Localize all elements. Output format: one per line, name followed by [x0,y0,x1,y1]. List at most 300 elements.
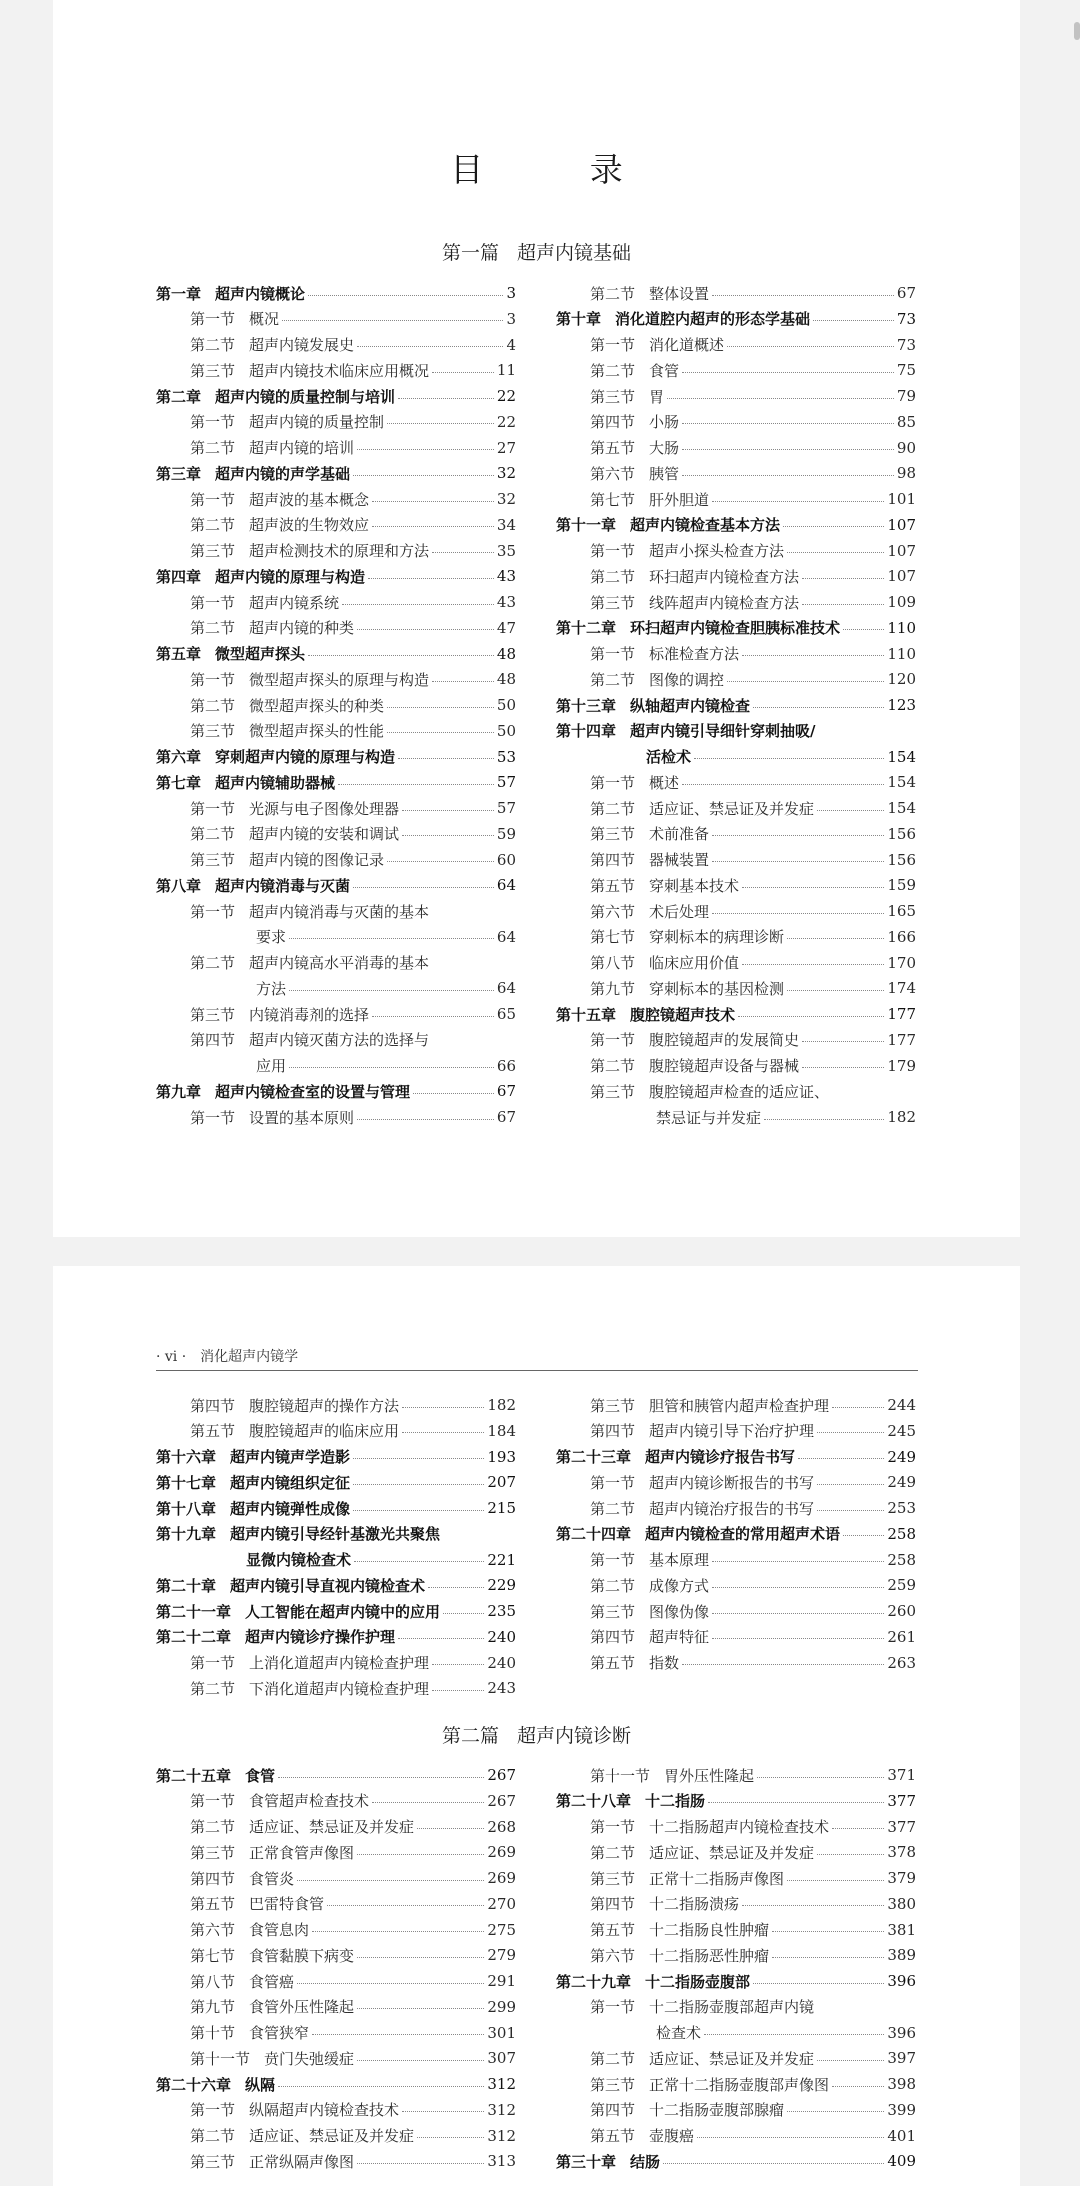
dot-leader [682,449,894,450]
entry-title: 人工智能在超声内镜中的应用 [245,1602,441,1621]
dot-leader [694,758,884,759]
entry-number: 第三节 [590,387,636,406]
entry-label [556,720,816,741]
dot-leader [817,1484,884,1485]
page-number: 396 [887,1972,916,1990]
toc-chapter-entry [156,281,516,305]
entry-label [590,875,739,896]
entry-label [590,1919,769,1940]
entry-title: 超声内镜声学造影 [230,1448,351,1466]
page-number: 50 [496,696,516,714]
entry-label [190,823,399,844]
page-number: 182 [887,1108,916,1126]
entry-label [590,1765,754,1786]
entry-title: 超声内镜系统 [249,593,340,612]
entry-title: 腹腔镜超声的发展简史 [649,1031,800,1050]
toc-section-entry [156,590,516,614]
toc-chapter-entry [556,1789,916,1813]
dot-leader [787,552,884,553]
entry-label [190,2022,309,2043]
page-number: 59 [496,824,516,843]
dot-leader [357,2008,484,2009]
dot-leader [398,1638,484,1639]
entry-number: 第十一节 [190,2049,251,2068]
toc-section-entry [556,1918,916,1942]
entry-title: 消化道概述 [649,336,725,354]
page-number: 67 [496,1108,516,1126]
dot-leader [387,732,494,733]
entry-title: 食管外压性隆起 [249,1998,355,2017]
toc-section-entry [556,461,916,485]
entry-label [646,746,691,767]
dot-leader [802,578,884,579]
toc-section-entry [556,1599,916,1623]
entry-label [190,1004,369,1025]
entry-title: 设置的基本原则 [249,1108,355,1127]
entry-number: 第一节 [190,593,236,612]
dot-leader [357,1119,494,1120]
entry-number: 第一节 [190,490,236,509]
dot-leader [753,1983,884,1984]
entry-number: 第一节 [190,1108,236,1127]
page-number: 193 [487,1447,516,1466]
entry-label [590,334,724,355]
toc-chapter-entry [156,1445,516,1469]
page-number: 261 [887,1627,916,1646]
entry-label [590,1601,709,1622]
entry-number: 第五节 [190,1422,236,1441]
page-number: 409 [887,2152,916,2171]
dot-leader [738,1016,884,1017]
part-heading-1 [53,238,1020,265]
entry-number: 第二节 [590,1057,636,1075]
toc-section-entry [156,1105,516,1129]
page-number: 381 [887,1920,916,1939]
page-number: 3 [506,284,516,302]
entry-title: 胃外压性隆起 [664,1766,755,1785]
entry-number: 第八章 [156,876,202,895]
page-number: 67 [496,1082,516,1101]
entry-number: 第四节 [190,1869,236,1888]
toc-section-entry [156,2149,516,2173]
toc-section-entry [556,2124,916,2148]
entry-number: 第二节 [190,439,236,457]
dot-leader [764,1119,884,1120]
dot-leader [753,707,884,708]
entry-label [156,875,350,896]
dot-leader [368,578,494,579]
toc-section-entry [556,1028,916,1052]
entry-title: 超声内镜检查的常用超声术语 [645,1525,841,1544]
page-number: 27 [496,438,516,457]
dot-leader [372,1016,494,1017]
entry-label [590,1816,829,1837]
dot-leader [372,1802,484,1803]
page-number: 229 [487,1576,516,1595]
dot-leader [832,1407,884,1408]
page-number: 258 [887,1524,916,1543]
entry-label [156,1601,440,1622]
entry-number: 第十三章 [556,696,617,715]
toc-section-entry [156,436,516,460]
entry-title: 十二指肠良性肿瘤 [649,1921,770,1939]
entry-number: 第二节 [590,1843,636,1862]
toc-entry-continuation [156,976,516,1000]
page-number: 269 [487,1843,516,1862]
page-number: 249 [887,1447,916,1466]
page-number: 312 [487,2075,516,2093]
entry-label [156,1472,350,1493]
toc-chapter-entry [156,384,516,408]
toc-section-entry [156,1676,516,1700]
toc-chapter-entry [156,1496,516,1520]
page-number: 215 [487,1499,516,1517]
toc-entry-continuation [156,1054,516,1078]
entry-label [190,360,429,381]
dot-leader [667,398,894,399]
entry-title: 正常十二指肠壶腹部声像图 [649,2075,830,2094]
dot-leader [682,423,894,424]
part-number: 第二篇 [441,1725,499,1747]
entry-label [590,489,709,510]
entry-title: 成像方式 [649,1576,710,1595]
toc-section-entry [156,1028,516,1052]
page-number: 66 [496,1056,516,1075]
entry-number: 第二十章 [156,1576,217,1595]
entry-title: 基本原理 [649,1551,710,1569]
entry-label [190,669,429,690]
page-number: 75 [896,361,916,380]
page-number: 53 [496,747,516,766]
dot-leader [354,1561,484,1562]
entry-number: 第九节 [590,979,636,998]
dot-leader [402,2111,484,2112]
entry-label [190,1945,354,1966]
entry-label [156,386,395,407]
page-number: 179 [887,1056,916,1075]
page-number: 291 [487,1972,516,1990]
dot-leader [402,1407,484,1408]
entry-label [156,1765,275,1786]
entry-number: 第一节 [190,670,236,689]
entry-title: 超声内镜引导经针基激光共聚焦 [230,1525,441,1544]
dot-leader [712,835,884,836]
page-number: 221 [487,1550,516,1569]
page-number: 371 [887,1766,916,1784]
dot-leader [372,501,494,502]
dot-leader [742,1905,884,1906]
page-number: 67 [896,284,916,302]
entry-number: 第三节 [590,2075,636,2094]
entry-title: 整体设置 [649,284,710,303]
entry-title: 微型超声探头的种类 [249,696,385,715]
entry-title: 腹腔镜超声检查的适应证、 [649,1082,830,1101]
entry-number: 第二节 [590,1576,636,1595]
entry-number: 第五节 [590,876,636,895]
entry-number: 第一节 [190,902,236,921]
dot-leader [443,1613,484,1614]
page-number: 110 [887,618,916,637]
dot-leader [813,320,894,321]
toc-section-entry [556,539,916,563]
toc-chapter-entry [156,1079,516,1103]
entry-label [590,669,724,690]
toc-section-entry [556,1054,916,1078]
entry-label [156,1081,410,1102]
page-number: 279 [487,1946,516,1965]
page-number: 397 [887,2049,916,2068]
entry-label [556,308,810,329]
entry-number: 第三章 [156,464,202,483]
entry-number: 第九章 [156,1082,202,1101]
dot-leader [817,2060,884,2061]
entry-label [256,926,286,947]
entry-label [590,2099,784,2120]
entry-title: 适应证、禁忌证及并发症 [649,799,815,818]
dot-leader [297,1880,484,1881]
dot-leader [712,861,884,862]
page-number: 32 [496,464,516,483]
entry-number: 第七章 [156,773,202,792]
entry-label [190,695,384,716]
entry-number: 第七节 [590,928,636,947]
entry-label [190,798,399,819]
entry-label [190,901,429,922]
toc-entry-continuation [556,1105,916,1129]
entry-label [590,643,739,664]
page-number: 73 [896,335,916,354]
entry-label [590,592,799,613]
page-number: 263 [887,1653,916,1672]
entry-title: 术前准备 [649,825,710,844]
entry-label [590,437,679,458]
entry-number: 第二节 [190,1818,236,1836]
entry-label [190,514,369,535]
entry-title: 胰管 [649,464,680,483]
dot-leader [357,1957,484,1958]
toc-section-entry [156,333,516,357]
page-number: 275 [487,1920,516,1939]
entry-label [590,1029,799,1050]
entry-label [190,1029,429,1050]
page-number: 65 [496,1005,516,1023]
page-number: 156 [887,850,916,869]
toc-section-entry [556,1548,916,1572]
entry-title: 标准检查方法 [649,645,740,663]
entry-title: 超声内镜高水平消毒的基本 [249,954,430,972]
entry-title: 胃 [649,387,665,406]
toc-section-entry [156,1866,516,1890]
entry-number: 第三节 [590,1602,636,1621]
entry-label [556,617,840,638]
entry-title: 光源与电子图像处理器 [249,799,400,818]
toc-section-entry [556,1892,916,1916]
dot-leader [682,1664,884,1665]
dot-leader [357,629,494,630]
entry-title: 图像的调控 [649,670,725,689]
entry-title: 超声检测技术的原理和方法 [249,542,430,560]
entry-label [190,411,384,432]
entry-label [190,2099,399,2120]
entry-title: 超声内镜消毒与灭菌的基本 [249,902,430,921]
entry-title: 超声内镜诊疗报告书写 [645,1448,796,1466]
toc-section-entry [556,976,916,1000]
toc-section-entry [556,951,916,975]
entry-label [190,720,384,741]
dot-leader [832,1828,884,1829]
entry-label [590,2048,814,2069]
entry-number: 第二节 [590,2049,636,2068]
page-number: 269 [487,1869,516,1887]
entry-title: 正常十二指肠声像图 [649,1869,785,1888]
entry-title: 超声内镜治疗报告的书写 [649,1499,815,1518]
entry-number: 第六章 [156,748,202,766]
entry-number: 第四节 [190,1031,236,1050]
dot-leader [432,1690,484,1691]
dot-leader [682,475,894,476]
page-number: 154 [887,773,916,792]
entry-label [190,1678,429,1699]
toc-section-entry [556,410,916,434]
page-number: 258 [887,1550,916,1569]
entry-label [190,1996,354,2017]
entry-title: 正常纵隔声像图 [249,2152,355,2171]
toc-entry-continuation [156,1548,516,1572]
toc-section-entry [556,1079,916,1103]
entry-number: 第六节 [590,1946,636,1965]
dot-leader [357,346,503,347]
entry-title: 应用 [256,1057,287,1075]
toc-chapter-entry [156,1470,516,1494]
entry-label [656,2022,701,2043]
entry-title: 超声内镜发展史 [249,336,355,354]
dot-leader [802,1067,884,1068]
dot-leader [308,295,503,296]
entry-number: 第三节 [190,542,236,560]
dot-leader [843,629,884,630]
dot-leader [742,887,884,888]
entry-number: 第三节 [190,361,236,380]
toc-section-entry [556,1840,916,1864]
dot-leader [432,681,494,682]
entry-number: 第四节 [590,2101,636,2120]
part-heading-2 [53,1721,1020,1748]
entry-label [156,1446,350,1467]
page-number: 43 [496,593,516,611]
toc-section-entry [556,384,916,408]
entry-label [190,849,384,870]
toc-section-entry [156,667,516,691]
entry-number: 第三节 [190,2152,236,2171]
toc-section-entry [556,1625,916,1649]
dot-leader [757,1777,884,1778]
entry-number: 第二十六章 [156,2075,232,2094]
entry-title: 器械装置 [649,851,710,869]
entry-number: 第五节 [590,2127,636,2145]
entry-label [590,849,709,870]
entry-title: 超声内镜诊断报告的书写 [649,1473,815,1492]
entry-number: 第一节 [590,1031,636,1050]
entry-title: 食管息肉 [249,1921,310,1939]
entry-label [156,463,350,484]
page-number: 267 [487,1766,516,1784]
page-number: 32 [496,490,516,508]
scrollbar-thumb[interactable] [1074,22,1080,40]
entry-label [556,1004,735,1025]
toc-chapter-entry [156,461,516,485]
toc-section-entry [556,564,916,588]
entry-label [190,1919,309,1940]
entry-title: 超声内镜的安装和调试 [249,825,400,844]
page-number: 312 [487,2100,516,2119]
dot-leader [357,449,494,450]
entry-number: 第一节 [590,336,636,354]
entry-title: 大肠 [649,439,680,457]
entry-title: 微型超声探头的原理与构造 [249,670,430,689]
page-number: 3 [506,309,516,328]
dot-leader [817,1432,884,1433]
entry-label [590,901,709,922]
entry-number: 第三十章 [556,2152,617,2171]
entry-label [190,1107,354,1128]
toc-chapter-entry [556,1002,916,1026]
page-number: 85 [896,412,916,431]
entry-number: 第十六章 [156,1448,217,1466]
entry-number: 第十章 [556,310,602,329]
entry-label [190,1420,399,1441]
toc-section-entry [156,1918,516,1942]
page-number: 174 [887,979,916,998]
entry-number: 第六节 [190,1921,236,1939]
dot-leader [387,423,494,424]
page-number: 177 [887,1030,916,1049]
toc-chapter-entry [556,616,916,640]
dot-leader [312,2034,484,2035]
entry-title: 十二指肠溃疡 [649,1895,740,1914]
dot-leader [432,552,494,553]
page-number: 307 [487,2049,516,2068]
toc-section-entry [156,1815,516,1839]
entry-number: 第一节 [190,1792,236,1811]
entry-title: 概述 [649,773,680,792]
page-number: 377 [887,1791,916,1810]
dot-leader [289,938,494,939]
entry-title: 活检术 [646,748,692,766]
page-number: 379 [887,1869,916,1887]
dot-leader [398,398,494,399]
toc-section-entry [556,1419,916,1443]
entry-number: 第二十二章 [156,1628,232,1647]
page-number: 73 [896,309,916,328]
entry-label [156,2074,275,2095]
entry-label [590,360,679,381]
part-name: 超声内镜基础 [517,242,632,264]
dot-leader [742,964,884,965]
toc-section-entry [556,642,916,666]
entry-title: 超声内镜的质量控制 [249,413,385,432]
dot-leader [708,1802,884,1803]
entry-title: 上消化道超声内镜检查护理 [249,1654,430,1672]
dot-leader [308,655,494,656]
entry-number: 第十七章 [156,1473,217,1492]
toc-section-entry [556,1815,916,1839]
toc-section-entry [156,358,516,382]
toc-section-entry [556,848,916,872]
toc-chapter-entry [156,873,516,897]
entry-label [156,1498,350,1519]
entry-label [590,798,814,819]
entry-label [590,1996,814,2017]
